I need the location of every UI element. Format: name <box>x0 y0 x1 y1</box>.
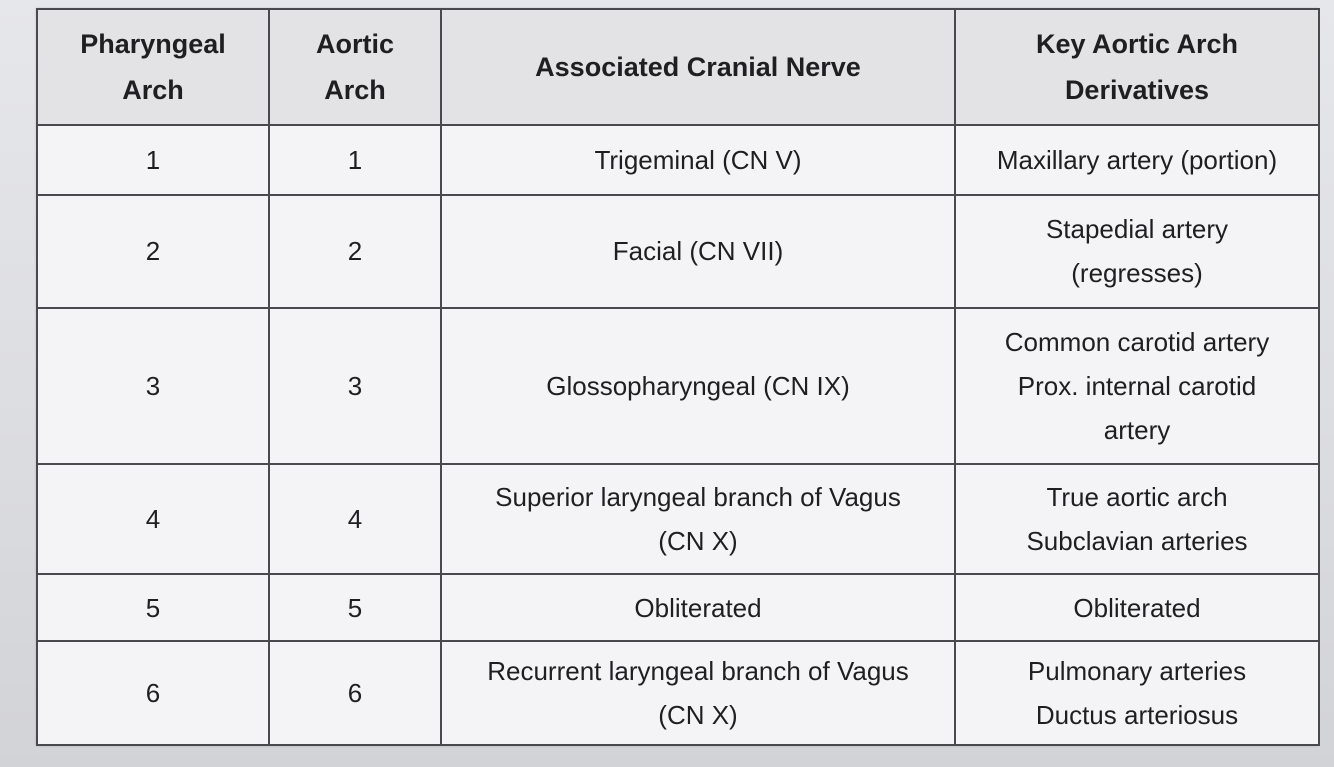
cell-text: Glossopharyngeal (CN IX) <box>546 370 850 401</box>
cell-cranial-nerve <box>441 308 955 465</box>
document-photo <box>36 8 1318 746</box>
cell-text: Ductus arteriosus <box>1035 699 1239 730</box>
cell-text: Prox. internal carotid <box>1017 370 1257 401</box>
cell-text: artery <box>1103 414 1171 445</box>
cell-aortic-arch: 6 <box>269 641 441 745</box>
table-row <box>37 641 1319 745</box>
cell-text: Recurrent laryngeal branch of Vagus <box>487 655 909 686</box>
cell-text: Stapedial artery <box>1045 214 1229 245</box>
cell-pharyngeal-arch: 6 <box>37 641 269 745</box>
cell-aortic-arch: 5 <box>269 574 441 640</box>
cell-derivatives <box>955 464 1319 574</box>
header-text: Associated Cranial Nerve <box>535 52 861 82</box>
cell-derivatives <box>955 308 1319 465</box>
cell-text: Common carotid artery <box>1004 326 1270 357</box>
header-text: Arch <box>324 75 386 105</box>
cell-derivatives <box>955 574 1319 640</box>
cell-pharyngeal-arch: 1 <box>37 125 269 195</box>
cell-text: (CN X) <box>658 699 738 730</box>
table-row <box>37 574 1319 640</box>
header-aortic-arch <box>269 9 441 125</box>
cell-derivatives <box>955 125 1319 195</box>
header-text: Key Aortic Arch <box>1035 29 1239 59</box>
cell-text: Subclavian arteries <box>1026 526 1248 557</box>
header-derivatives <box>955 9 1319 125</box>
cell-text: Pulmonary arteries <box>1027 655 1247 686</box>
cell-aortic-arch: 3 <box>269 308 441 465</box>
header-cranial-nerve <box>441 9 955 125</box>
table-row <box>37 308 1319 465</box>
cell-cranial-nerve <box>441 125 955 195</box>
table-row <box>37 195 1319 307</box>
header-text: Arch <box>122 75 184 105</box>
cell-text: Superior laryngeal branch of Vagus <box>495 482 901 513</box>
header-pharyngeal-arch <box>37 9 269 125</box>
table-row <box>37 125 1319 195</box>
cell-pharyngeal-arch: 2 <box>37 195 269 307</box>
cell-text: Facial (CN VII) <box>612 236 784 267</box>
cell-pharyngeal-arch: 5 <box>37 574 269 640</box>
cell-derivatives <box>955 195 1319 307</box>
cell-derivatives <box>955 641 1319 745</box>
cell-aortic-arch: 1 <box>269 125 441 195</box>
cell-text: True aortic arch <box>1046 482 1228 513</box>
cell-cranial-nerve <box>441 464 955 574</box>
cell-text: Maxillary artery (portion) <box>996 145 1278 176</box>
table-row <box>37 464 1319 574</box>
cell-text: Trigeminal (CN V) <box>594 145 802 176</box>
header-text: Aortic <box>315 29 394 59</box>
cell-text: Obliterated <box>1073 592 1201 623</box>
header-text: Derivatives <box>1064 75 1210 105</box>
header-row <box>37 9 1319 125</box>
cell-cranial-nerve <box>441 574 955 640</box>
cell-text: (regresses) <box>1071 258 1203 289</box>
cell-pharyngeal-arch: 3 <box>37 308 269 465</box>
cell-cranial-nerve <box>441 641 955 745</box>
cell-text: Obliterated <box>634 592 762 623</box>
cell-text: (CN X) <box>658 526 738 557</box>
cell-cranial-nerve <box>441 195 955 307</box>
header-text: Pharyngeal <box>80 29 226 59</box>
pharyngeal-arch-table <box>36 8 1320 746</box>
cell-aortic-arch: 4 <box>269 464 441 574</box>
cell-aortic-arch: 2 <box>269 195 441 307</box>
cell-pharyngeal-arch: 4 <box>37 464 269 574</box>
